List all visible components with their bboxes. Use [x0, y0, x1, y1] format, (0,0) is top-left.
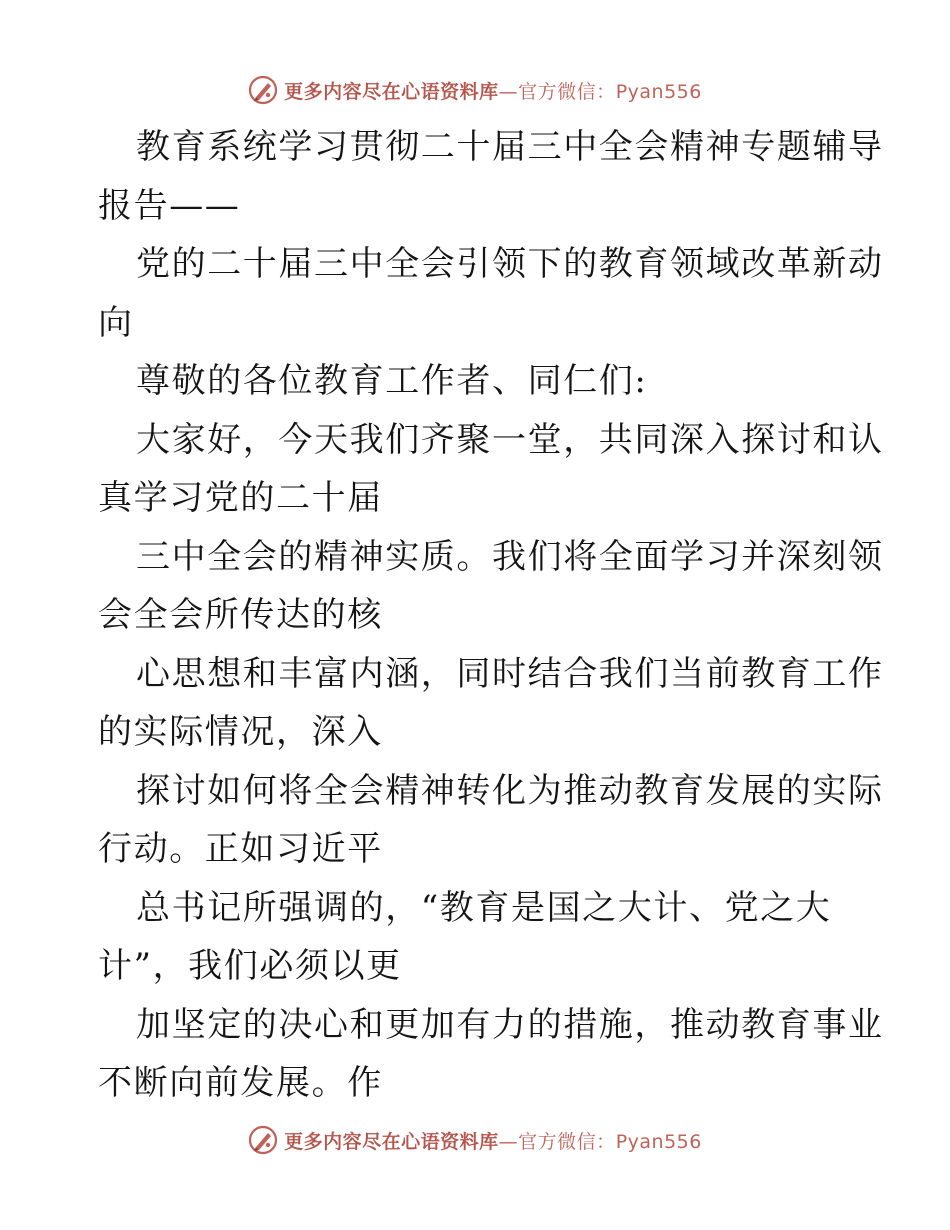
text-line: 大家好，今天我们齐聚一堂，共同深入探讨和认 — [136, 419, 884, 460]
text-line: 党的二十届三中全会引领下的教育领域改革新动 — [136, 244, 884, 284]
text-line: 三中全会的精神实质。我们将全面学习并深刻领 — [136, 536, 884, 577]
watermark-slogan: 更多内容尽在心语资料库 — [284, 80, 499, 103]
text-line: 会全会所传达的核 — [98, 595, 383, 635]
text-line: 计”，我们必须以更 — [98, 946, 402, 986]
text-line: 报告—— — [98, 185, 241, 226]
watermark-handle: Pyan556 — [615, 80, 702, 103]
watermark-text — [284, 1127, 702, 1154]
watermark-banner-bottom — [0, 1120, 950, 1160]
pen-logo-icon — [248, 1125, 278, 1155]
text-line: 向 — [98, 302, 134, 343]
text-line: 教育系统学习贯彻二十届三中全会精神专题辅导 — [136, 127, 884, 167]
text-line: 行动。正如习近平 — [98, 829, 383, 869]
text-line: 不断向前发展。作 — [98, 1063, 383, 1103]
watermark-separator: — — [498, 80, 519, 103]
text-line: 的实际情况，深入 — [98, 712, 383, 752]
watermark-contact-label: 官方微信： — [518, 80, 616, 103]
text-line: 心思想和丰富内涵，同时结合我们当前教育工作 — [136, 653, 884, 694]
watermark-handle: Pyan556 — [615, 1130, 702, 1153]
text-line: 总书记所强调的，“教育是国之大计、党之大 — [136, 887, 832, 928]
watermark-separator: — — [498, 1130, 519, 1153]
document-body — [98, 118, 884, 1113]
text-line: 探讨如何将全会精神转化为推动教育发展的实际 — [136, 770, 884, 811]
text-line: 真学习党的二十届 — [98, 478, 383, 518]
pen-logo-icon — [248, 75, 278, 105]
watermark-contact-label: 官方微信： — [518, 1130, 616, 1153]
watermark-slogan: 更多内容尽在心语资料库 — [284, 1130, 499, 1153]
text-line: 加坚定的决心和更加有力的措施，推动教育事业 — [136, 1004, 884, 1045]
watermark-text — [284, 77, 702, 104]
text-line: 尊敬的各位教育工作者、同仁们: — [136, 361, 648, 401]
watermark-banner-top — [0, 70, 950, 110]
